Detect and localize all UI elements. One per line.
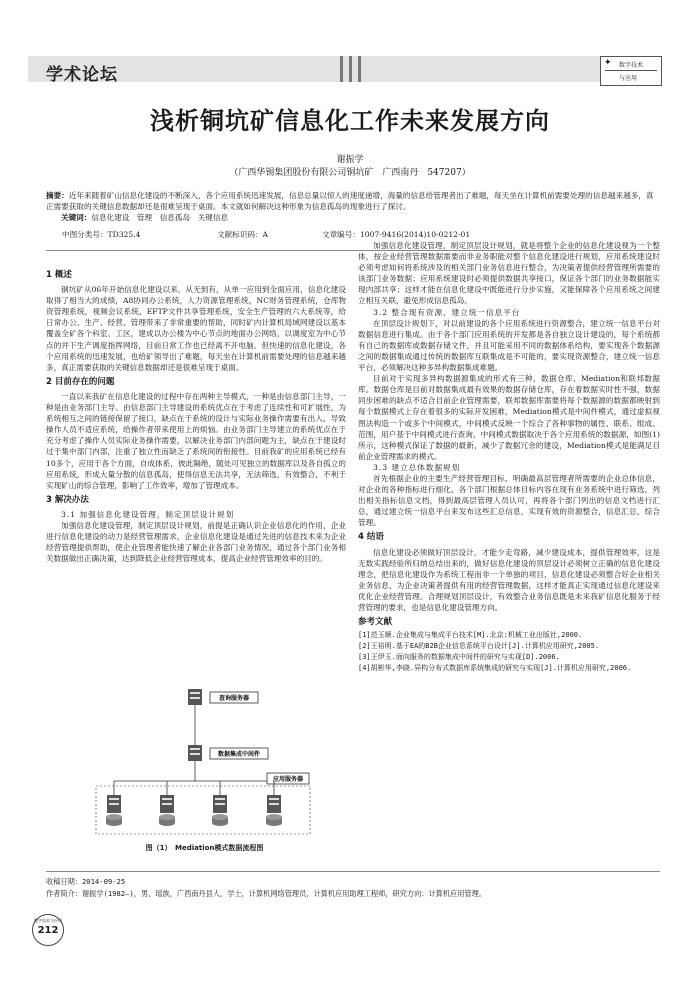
paragraph: 加强信息化建设管理，制定顶层设计规划，前提是正确认识企业信息化的作用，企业进行信息化建设的动力是经营管理需求，企业信息化建设是通过先进的信息技术来为企业经营管理提供帮助，使企业管理者能快速了解企业各部门业务情况，通过各个部门业务相关数据做出正确决策，达到降低企业经营管理成本，提高企业经营管理效率的目的。 <box>46 520 346 564</box>
section-heading: 4 结语 <box>358 532 384 543</box>
paragraph: 首先根据企业的主要生产经营管理目标，明确最高层管理者所需要的企业总体信息，对企业的各种指标进行细化，各个部门根据总体目标内容在现有业务系统中进行筛选，列出相关指标信息文档，得到最高层管理人员认可，再将各个部门列出的信息文档进行汇总，通过建立统一信息平台来发布这些汇总信息，实现有效的资源整合，信息汇总，综合管理。 <box>358 473 660 528</box>
journal-logo <box>600 56 662 86</box>
keywords-label: 关键词： <box>61 213 92 222</box>
author: 谢振学 <box>336 155 364 165</box>
logo-top-text: 数字技术 <box>619 62 644 69</box>
abstract-text: 近年来随着矿山信息化建设的不断深入，各个应用系统迅速发展，信息总量以惊人的速度递增，海量的信息给管理者出了难题，每天坐在计算机前需要处理的信息越来越多，真正需要获取的关键信息数据却还是很难呈现于桌面。本文就如何解决这种形象为信息孤岛的现象进行了探讨。 <box>46 191 654 211</box>
journal-mark-icon: ✦ <box>604 58 612 68</box>
diagram-svg <box>92 683 317 843</box>
paragraph: 信息化建设必须做好顶层设计，才能少走弯路，减少建设成本，提供管理效率，这是无数实践经验所归纳总结出来的，做好信息化建设的顶层设计必须树立正确的信息化建设理念，把信息化建设作为系统工程而非一个单独的项目，信息化建设必须整合好企业相关业务信息，为企业决策者提供有用的经营管理数据，这样才能真正实现通过信息化建设来优化企业经营管理。合理规划顶层设计，有效整合业务信息既是未来我矿信息化服务于经营管理的要求，也是信息化建设管理方向。 <box>358 547 660 612</box>
reference-item: [3]王伊玉.面向服务的数据集成中间件的研究与实现[D].2006. <box>358 653 560 662</box>
paragraph: 加强信息化建设管理，制定顶层设计规划，就是将整个企业的信息化建设视为一个整体，按企业经营管理数据需要而非业务职能对整个信息化建设进行规划，应用系统建设时必须考虑如何将系统涉及的相关部门业务信息进行整合，为决策者提供经营管理所需要的该部门业务数据；应用系统建设时必须提供数据共享接口，保证各个部门的业务数据能实现内部共享；这样才能在信息化建设中既能进行分步实施，又能保障各个应用系统之间建立相互关联，避免形成信息孤岛。 <box>358 241 660 306</box>
paper-title: 浅析铜坑矿信息化工作未来发展方向 <box>150 107 550 135</box>
app-server-label: 应用服务器 <box>272 776 304 783</box>
mediation-diagram <box>92 683 317 858</box>
left-column <box>46 266 346 564</box>
abstract-label: 摘要： <box>46 191 69 200</box>
header-band <box>28 56 638 82</box>
middleware-label: 数据集成中间件 <box>217 751 261 758</box>
paragraph: 一直以来我矿在信息化建设的过程中存在两种主导模式，一种是由信息部门主导，一种是由业务部门主导。由信息部门主导建设的系统优点在于考虑了连续性和可扩展性，为系统相互之间的链接保留了接口，缺点在于系统的设计与实际业务操作需要有出入，导致操作人员不适应系统，给操作者带来使用上的烦恼。由业务部门主导建立的系统优点在于充分考虑了操作人员实际业务操作需要，以解决业务部门内部问题为主，缺点在于建设时过于集中部门内部，注重了独立性而缺乏了系统间的衔接性。目前我矿的应用系统已经有10多个，应用于各个方面，自成体系，彼此隔绝，随处可见独立的数据库以及各自孤立的应用系统，形成大量分散的信息孤岛，使得信息无法共享，无法筛选，有效整合，不利于实现矿山的综合管理，影响了工作效率，增加了管理成本。 <box>46 391 346 490</box>
page-number: 212 <box>37 925 59 936</box>
author-bio: 作者简介：谢振学(1982—)，男，瑶族，广西南丹县人，学士，计算机网络管理员，计算机应用助理工程师，研究方向：计算机应用管理。 <box>46 889 486 898</box>
abstract <box>46 190 660 223</box>
references-heading: 参考文献 <box>358 617 393 628</box>
section-title: 学术论坛 <box>46 65 118 85</box>
clc-number: 中图分类号：TD325.4 <box>62 230 141 239</box>
app-server-icon <box>106 781 122 826</box>
paragraph: 在顶层设计规划下，对以前建设的各个应用系统进行资源整合，建立统一信息平台对数据信息进行集成。由于各个部门应用系统的开发都是各自独立设计建设的，每个系统都有自己的数据库或数据存储文件，并且可能采用不同的数据体系结构，要实现各个数据源之间的数据集成通过传统的数据库互联集成是不可能的，要实现资源整合，建立统一信息平台，必须解决这种多异构数据集成难题。 <box>358 318 660 373</box>
right-column <box>358 240 660 674</box>
doc-code: 文献标识码：A <box>217 230 269 239</box>
section-heading: 1 概述 <box>46 270 72 280</box>
figure-caption: 图（1） Mediation模式数据流程图 <box>145 844 264 852</box>
subsection-heading: 3.2 整合现有资源，建立统一信息平台 <box>373 307 521 317</box>
query-server-label: 查询服务器 <box>218 695 250 702</box>
received-date: 收稿日期：2014-09-25 <box>46 877 126 886</box>
page-number-badge <box>32 914 64 946</box>
footer-divider <box>46 871 660 872</box>
subsection-heading: 3.3 建立总体数据规划 <box>373 462 461 472</box>
section-heading: 3 解决办法 <box>46 494 89 505</box>
query-server-icon <box>188 689 202 705</box>
reference-item: [4]胡彬华,李晓.异构分布式数据库系统集成的研究与实现[J].计算机应用研究,2006. <box>358 664 632 673</box>
app-server-icon <box>159 781 175 826</box>
paragraph: 目前对于实现多异构数据源集成的形式有三种，数据仓库、Mediation和联邦数据库。数据仓库是目前对数据集成最有效果的数据存储仓库，存在着数据实时性不强，数据同步困难的缺点不适合目前企业管理需要，联邦数据库需要将每个数据源的数据都映射到每个数据模式上存在着很多的实际开发困难，Mediation模式是中间件模式，通过虚拟视图法构造一个或多个中间模式，中间模式反映一个综合了各种事物的属性、联系、组成、范围，用户基于中间模式进行查询，中间模式数据取决于各个应用系统的数据源，如图(1)所示，这种模式保证了数据的最新，减少了数据冗余的建设，Mediation模式是能满足目前企业管理需求的模式。 <box>358 374 660 461</box>
affiliation: （广西华锡集团股份有限公司铜坑矿 广西南丹 547207） <box>229 168 471 178</box>
app-server-icon <box>212 781 228 826</box>
subsection-heading: 3.1 加强信息化建设管理，制定顶层设计规划 <box>61 509 235 519</box>
middleware-server-icon <box>188 745 202 761</box>
keywords: 信息化建设 管理 信息孤岛 关键信息 <box>91 213 229 222</box>
logo-bottom-text: 与应用 <box>619 75 638 82</box>
reference-item: [2]王裕明.基于EA的B2B企业信息系统平台设计[J].计算机应用研究,2005. <box>358 642 600 651</box>
article-number: 文章编号：1007-9416(2014)10-0212-01 <box>322 230 471 239</box>
section-heading: 2 目前存在的问题 <box>46 376 115 387</box>
paragraph: 铜坑矿从06年开始信息化建设以来，从无到有，从单一应用到全面应用，信息化建设取得了相当大的成绩，A8协同办公系统，人力资源管理系统，NC财务管理系统，仓库物资管理系统，视频会议系统，EFTP文件共享管理系统，安全生产管理的六大系统等，给日常办公、生产、经营、管理带来了非常重要的帮助，同时矿内计算机局域网建设以基本覆盖全矿各个科室、工区，建成以办公楼为中心节点的地面办公网络，以调度室为中心节点的井下生产调度指挥网络，目前日常工作也已经离不开电脑。但快速的信息化建设，各个应用系统的迅速发展，也给矿领导出了难题，每天坐在计算机前需要处理的信息越来越多，真正需要获取的关键信息数据却还是很难呈现于桌面。 <box>46 285 346 372</box>
badge-text: 数字技术与应用 <box>34 918 62 923</box>
app-server-icon <box>266 781 282 826</box>
reference-item: [1]范玉顺.企业集成与集成平台技术[M].北京:机械工业出版社,2000. <box>358 631 583 640</box>
